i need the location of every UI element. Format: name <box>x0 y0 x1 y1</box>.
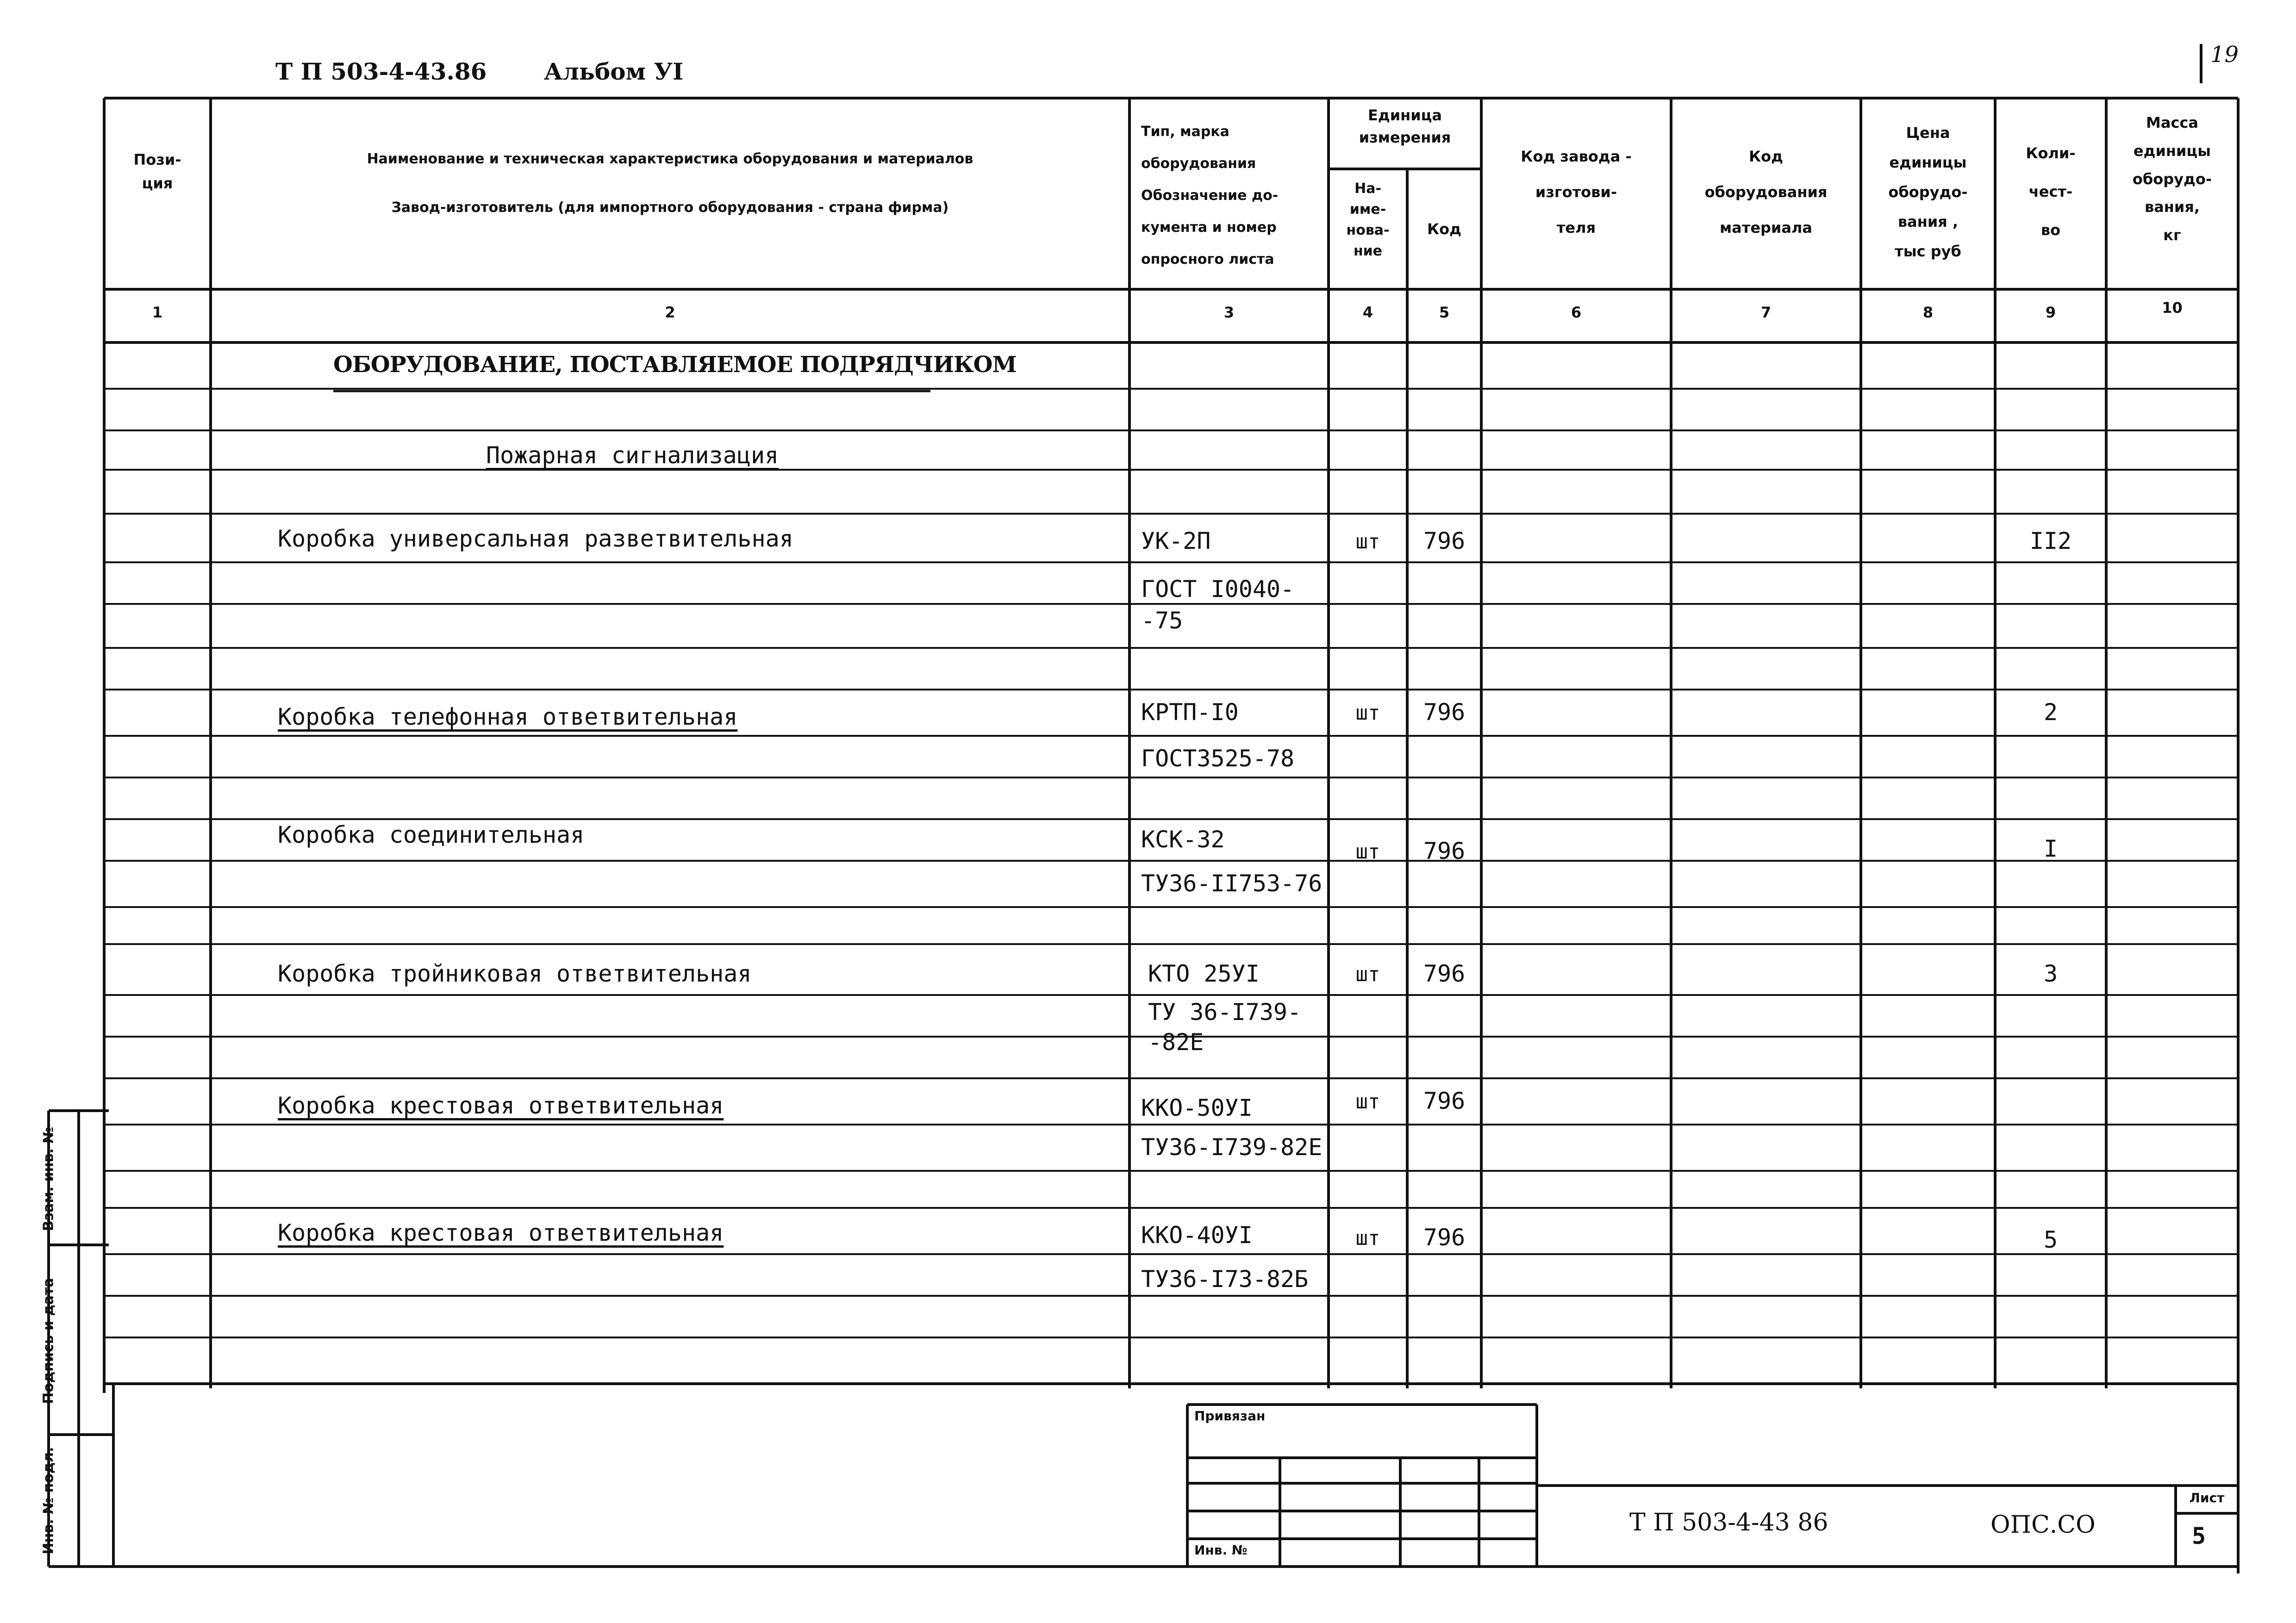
item-name: Коробка тройниковая ответвительная <box>278 960 752 987</box>
item-unit: шт <box>1355 963 1380 986</box>
column-number: 8 <box>1922 304 1934 321</box>
column-number: 10 <box>2162 299 2183 317</box>
header-quantity: Коли- чест- во <box>2026 144 2076 239</box>
item-unit-code: 796 <box>1423 1224 1466 1251</box>
header-unit-code: Код <box>1427 220 1461 238</box>
item-unit: шт <box>1355 840 1380 864</box>
item-document: ТУ36-II753-76 <box>1141 870 1323 897</box>
header-price: Цена единицы оборудо- вания , тыс руб <box>1888 124 1968 260</box>
side-strip-inv-orig: Инв. № подл. <box>40 1447 57 1555</box>
item-unit-code: 796 <box>1423 528 1466 554</box>
item-type: УК-2П <box>1141 528 1211 554</box>
item-unit-code: 796 <box>1423 1088 1466 1114</box>
page-corner-number: 19 <box>2210 42 2239 68</box>
document-code: Т П 503-4-43.86 <box>275 58 487 85</box>
column-number: 5 <box>1439 304 1450 321</box>
item-unit-code: 796 <box>1423 960 1466 987</box>
item-type: ККО-40УI <box>1141 1222 1253 1249</box>
stamp-sheet-label: Лист <box>2189 1490 2225 1505</box>
album-label: Альбом УI <box>544 58 684 85</box>
item-document: ГОСТ3525-78 <box>1141 745 1295 772</box>
stamp-document-code: Т П 503-4-43 86 <box>1629 1509 1828 1536</box>
header-equipment-code: Код оборудования материала <box>1704 148 1828 236</box>
column-number: 3 <box>1223 304 1235 321</box>
stamp-sheet-code: ОПС.СО <box>1990 1511 2096 1539</box>
item-name: Коробка крестовая ответвительная <box>278 1092 724 1119</box>
item-document: ГОСТ I0040- -75 <box>1141 576 1295 634</box>
stamp-inv-no: Инв. № <box>1194 1542 1248 1558</box>
header-type: Тип, марка оборудования Обозначение до- кумента и номер опросного листа <box>1141 124 1279 267</box>
item-quantity: 3 <box>2043 960 2058 987</box>
item-document: ТУ 36-I739- -82Е <box>1148 999 1302 1056</box>
side-strip-vzam-inv: Взам. инв. № <box>40 1126 57 1231</box>
item-name: Коробка крестовая ответвительная <box>278 1219 724 1246</box>
column-number: 1 <box>152 304 163 321</box>
column-number: 9 <box>2045 304 2056 321</box>
header-unit-name: На- име- нова- ние <box>1346 180 1390 259</box>
item-quantity: I <box>2043 835 2058 862</box>
item-document: ТУ36-I739-82Е <box>1141 1134 1323 1161</box>
item-quantity: 5 <box>2043 1226 2058 1253</box>
item-type: КСК-32 <box>1141 826 1225 853</box>
header-unit-group: Единица измерения <box>1359 106 1451 146</box>
item-unit: шт <box>1355 1226 1380 1250</box>
header-position: Пози- ция <box>133 151 181 193</box>
header-name-line2: Завод-изготовитель (для импортного оборудования - страна фирма) <box>391 199 949 216</box>
item-type: ККО-50УI <box>1141 1094 1253 1121</box>
stamp-sheet-number: 5 <box>2192 1523 2206 1549</box>
item-name: Коробка универсальная разветвительная <box>278 525 793 552</box>
column-number: 6 <box>1571 304 1582 321</box>
column-number: 7 <box>1760 304 1772 321</box>
column-number: 4 <box>1362 304 1373 321</box>
item-name: Коробка соединительная <box>278 821 585 848</box>
item-unit-code: 796 <box>1423 699 1466 726</box>
stamp-privyazan: Привязан <box>1194 1408 1266 1424</box>
header-maker-code: Код завода - изготови- теля <box>1521 148 1632 236</box>
item-name: Коробка телефонная ответвительная <box>278 703 738 730</box>
item-unit: шт <box>1355 701 1380 725</box>
item-unit-code: 796 <box>1423 838 1466 864</box>
side-strip-sign-date: Подпись и дата <box>40 1278 57 1404</box>
subsection-title: Пожарная сигнализация <box>486 442 779 469</box>
item-unit: шт <box>1355 530 1380 553</box>
item-type: КРТП-I0 <box>1141 699 1239 726</box>
item-type: КТО 25УI <box>1148 960 1260 987</box>
item-unit: шт <box>1355 1090 1380 1113</box>
section-title: ОБОРУДОВАНИЕ, ПОСТАВЛЯЕМОЕ ПОДРЯДЧИКОМ <box>333 352 1017 378</box>
item-quantity: 2 <box>2043 699 2058 726</box>
item-document: ТУ36-I73-82Б <box>1141 1266 1309 1293</box>
column-number: 2 <box>665 304 675 321</box>
header-mass: Масса единицы оборудо- вания, кг <box>2132 114 2212 244</box>
header-name-line1: Наименование и техническая характеристика оборудования и материалов <box>367 151 973 167</box>
item-quantity: II2 <box>2029 528 2072 554</box>
